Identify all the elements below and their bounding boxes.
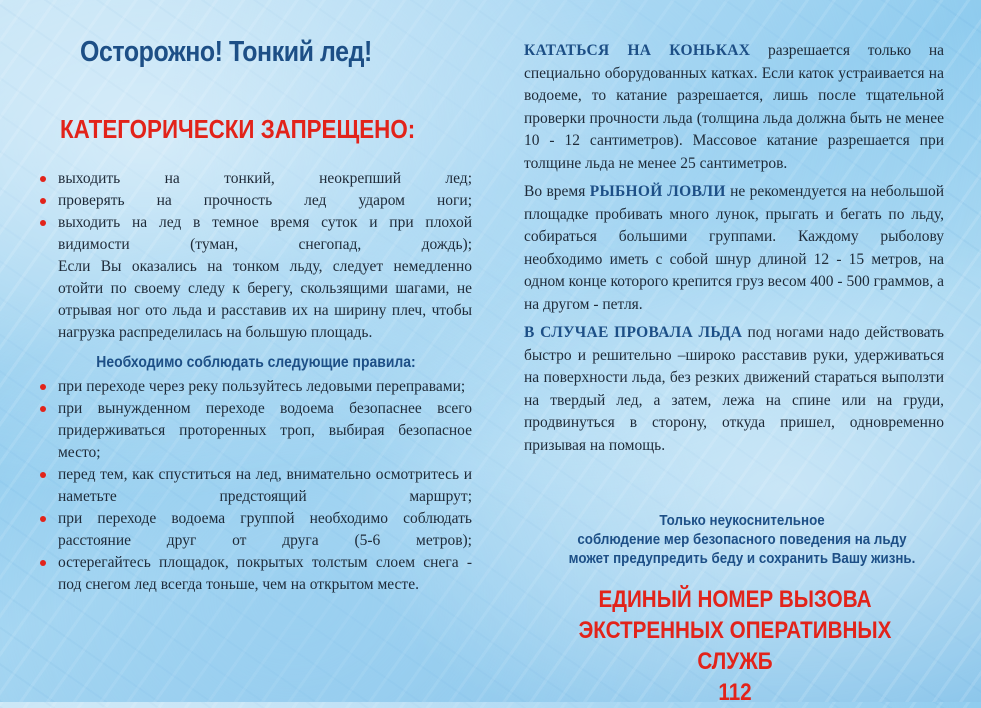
bullet-icon [40,472,46,478]
page-title: Осторожно! Тонкий лед! [80,36,372,68]
forbidden-heading: КАТЕГОРИЧЕСКИ ЗАПРЕЩЕНО: [60,114,416,144]
rules-heading: Необходимо соблюдать следующие правила: [96,354,416,371]
thin-ice-paragraph: Если Вы оказались на тонком льду, следует немедленно отойти по своему следу к берегу, скользящими шагами, не отрывая ног ото льда и расставив их на ширину плеч, чтобы нагрузка распределилась на большую площадь. [58,258,472,341]
left-column [40,168,472,596]
rule-item: при переходе водоема группой необходимо соблюдать расстояние друг от друга (5-6 метров); [40,508,472,552]
rule-item: остерегайтесь площадок, покрытых толстым слоем снега - под снегом лед всегда тоньше, чем на открытом месте. [40,552,472,596]
forbidden-item: проверять на прочность лед ударом ноги; [40,190,472,212]
forbidden-item: выходить на лед в темное время суток и при плохой видимости (туман, снегопад, дождь); [40,212,472,256]
bullet-icon [40,220,46,226]
bullet-icon [40,384,46,390]
rule-item: при вынужденном переходе водоема безопаснее всего придерживаться проторенных троп, выбирая безопасное место; [40,398,472,464]
ice-break-paragraph: В СЛУЧАЕ ПРОВАЛА ЛЬДА под ногами надо действовать быстро и решительно –широко расставив руки, удерживаться на поверхности льда, без резких движений стараться выползти на твердый лед, а затем, лежа на спине или на груди, продвинуться в сторону, откуда пришел, одновременно призывая на помощь. [524,324,944,454]
fishing-paragraph: Во время РЫБНОЙ ЛОВЛИ не рекомендуется на небольшой площадке пробивать много лунок, прыгать и бегать по льду, собираться большими группами. Каждому рыболову необходимо иметь с собой шнур длиной 12 - 15 метров, на одном конце которого крепится груз весом 400 - 500 граммов, а на другом - петля. [524,183,944,313]
fishing-keyword: РЫБНОЙ ЛОВЛИ [589,183,726,200]
skating-keyword: КАТАТЬСЯ НА КОНЬКАХ [524,42,751,59]
emergency-number: ЕДИНЫЙ НОМЕР ВЫЗОВА ЭКСТРЕННЫХ ОПЕРАТИВНЫХ СЛУЖБ 112 [510,584,960,708]
skating-paragraph: КАТАТЬСЯ НА КОНЬКАХ разрешается только на специально оборудованных катках. Если каток устраивается на водоеме, то катание разрешается, лишь после тщательной проверки прочности льда (толщина льда должна быть не менее 10 - 12 сантиметров). Массовое катание разрешается при толщине льда не менее 25 сантиметров. [524,42,944,172]
bullet-icon [40,560,46,566]
right-column [524,40,944,463]
rules-list [40,376,472,596]
bullet-icon [40,176,46,182]
bullet-icon [40,516,46,522]
ice-break-keyword: В СЛУЧАЕ ПРОВАЛА ЛЬДА [524,324,743,341]
forbidden-item: выходить на тонкий, неокрепший лед; [40,168,472,190]
bullet-icon [40,198,46,204]
emergency-phone: 112 [718,679,752,706]
bullet-icon [40,406,46,412]
rule-item: перед тем, как спуститься на лед, внимательно осмотритесь и наметьте предстоящий маршрут; [40,464,472,508]
rule-item: при переходе через реку пользуйтесь ледовыми переправами; [40,376,472,398]
closing-note: Только неукоснительное соблюдение мер безопасного поведения на льду может предупредить беду и сохранить Вашу жизнь. [568,513,916,567]
